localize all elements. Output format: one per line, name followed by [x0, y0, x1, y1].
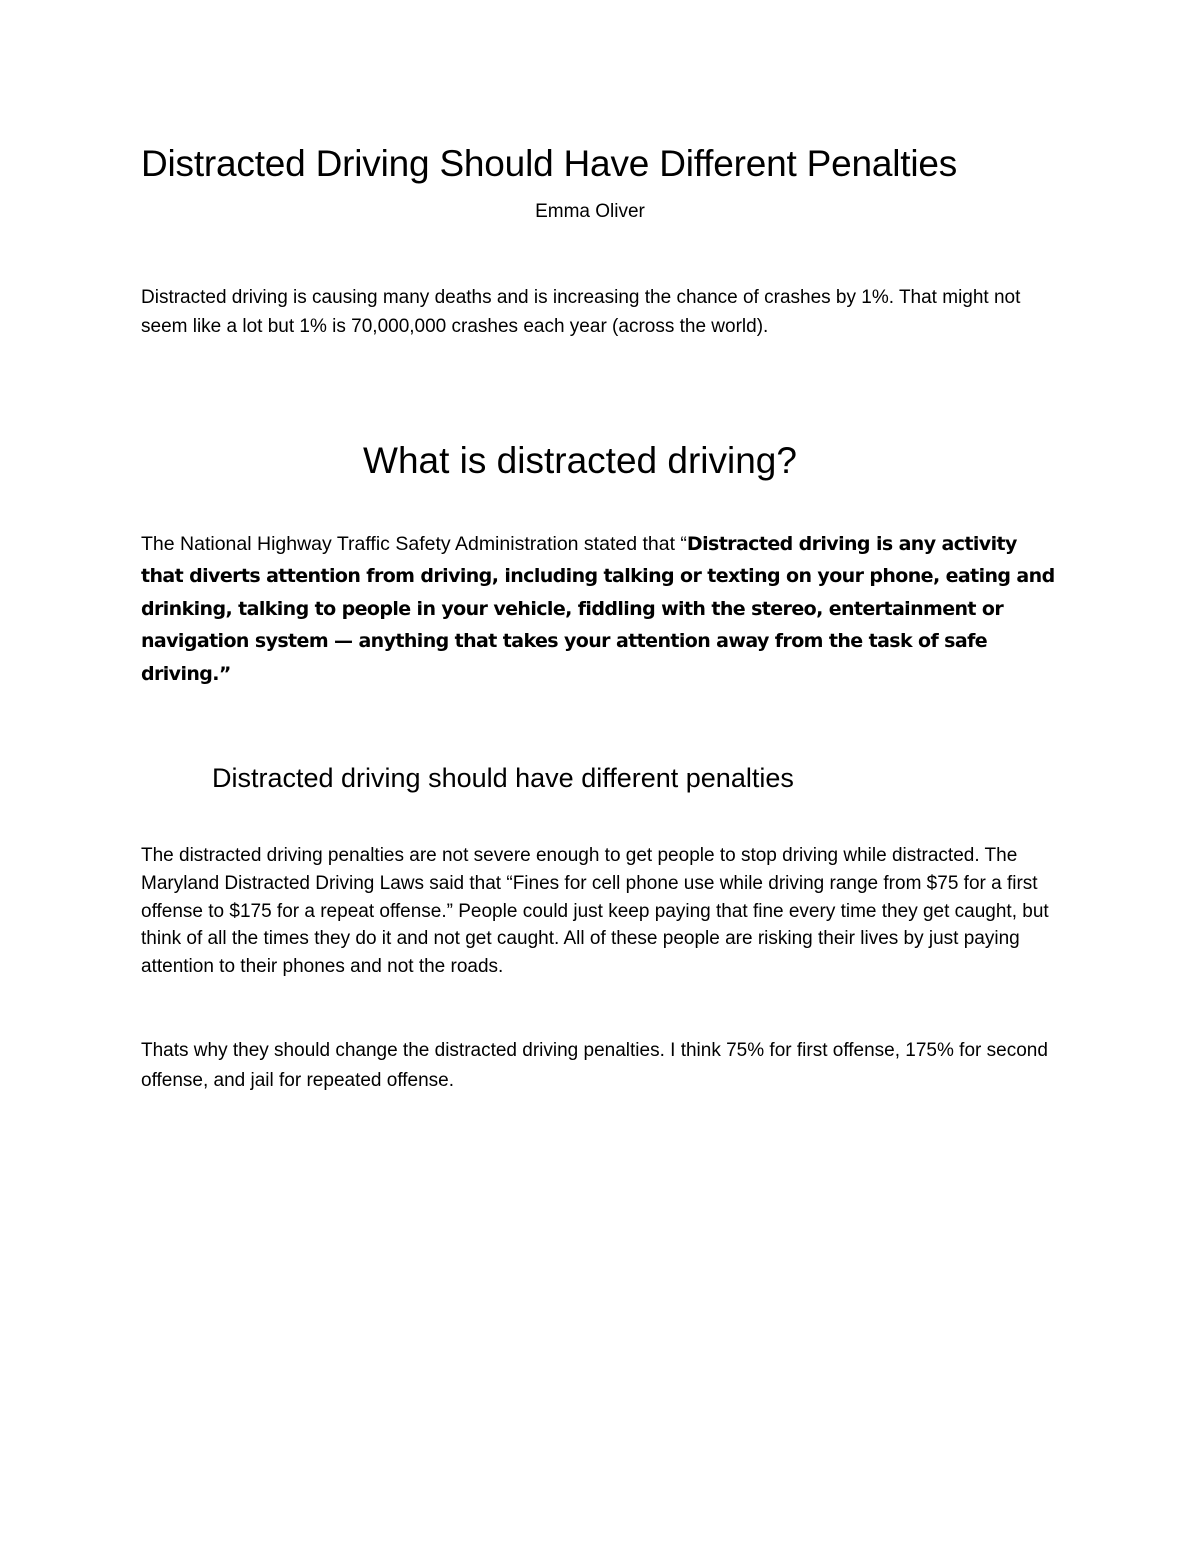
definition-paragraph — [141, 528, 1061, 690]
author-line — [0, 199, 1200, 225]
author-name: Emma Oliver — [535, 201, 645, 222]
section-heading-penalties: Distracted driving should have different penalties — [212, 763, 794, 793]
conclusion-paragraph: Thats why they should change the distracted driving penalties. I think 75% for first offense, 175% for second offense, and jail for repeated offense. — [141, 1040, 1048, 1091]
intro-paragraph: Distracted driving is causing many deaths and is increasing the chance of crashes by 1%. That might not seem like a lot but 1% is 70,000,000 crashes each year (across the world). — [141, 287, 1021, 337]
definition-quote: Distracted driving is any activity that diverts attention from driving, including talking or texting on your phone, eating and drinking, talking to people in your vehicle, fiddling with the stereo, entertainment or navigation system — anything that takes your attention away from the task of safe driving.” — [141, 533, 1055, 685]
penalties-paragraph: The distracted driving penalties are not severe enough to get people to stop driving while distracted. The Maryland Distracted Driving Laws said that “Fines for cell phone use while driving range from $75 for a first offense to $175 for a repeat offense.” People could just keep paying that fine every time they get caught, but think of all the times they do it and not get caught. All of these people are risking their lives by just paying attention to their phones and not the roads. — [141, 845, 1049, 978]
definition-lead: The National Highway Traffic Safety Administration stated that “ — [141, 533, 687, 555]
document-title: Distracted Driving Should Have Different Penalties — [141, 143, 958, 184]
section-heading-what-is: What is distracted driving? — [363, 440, 797, 481]
